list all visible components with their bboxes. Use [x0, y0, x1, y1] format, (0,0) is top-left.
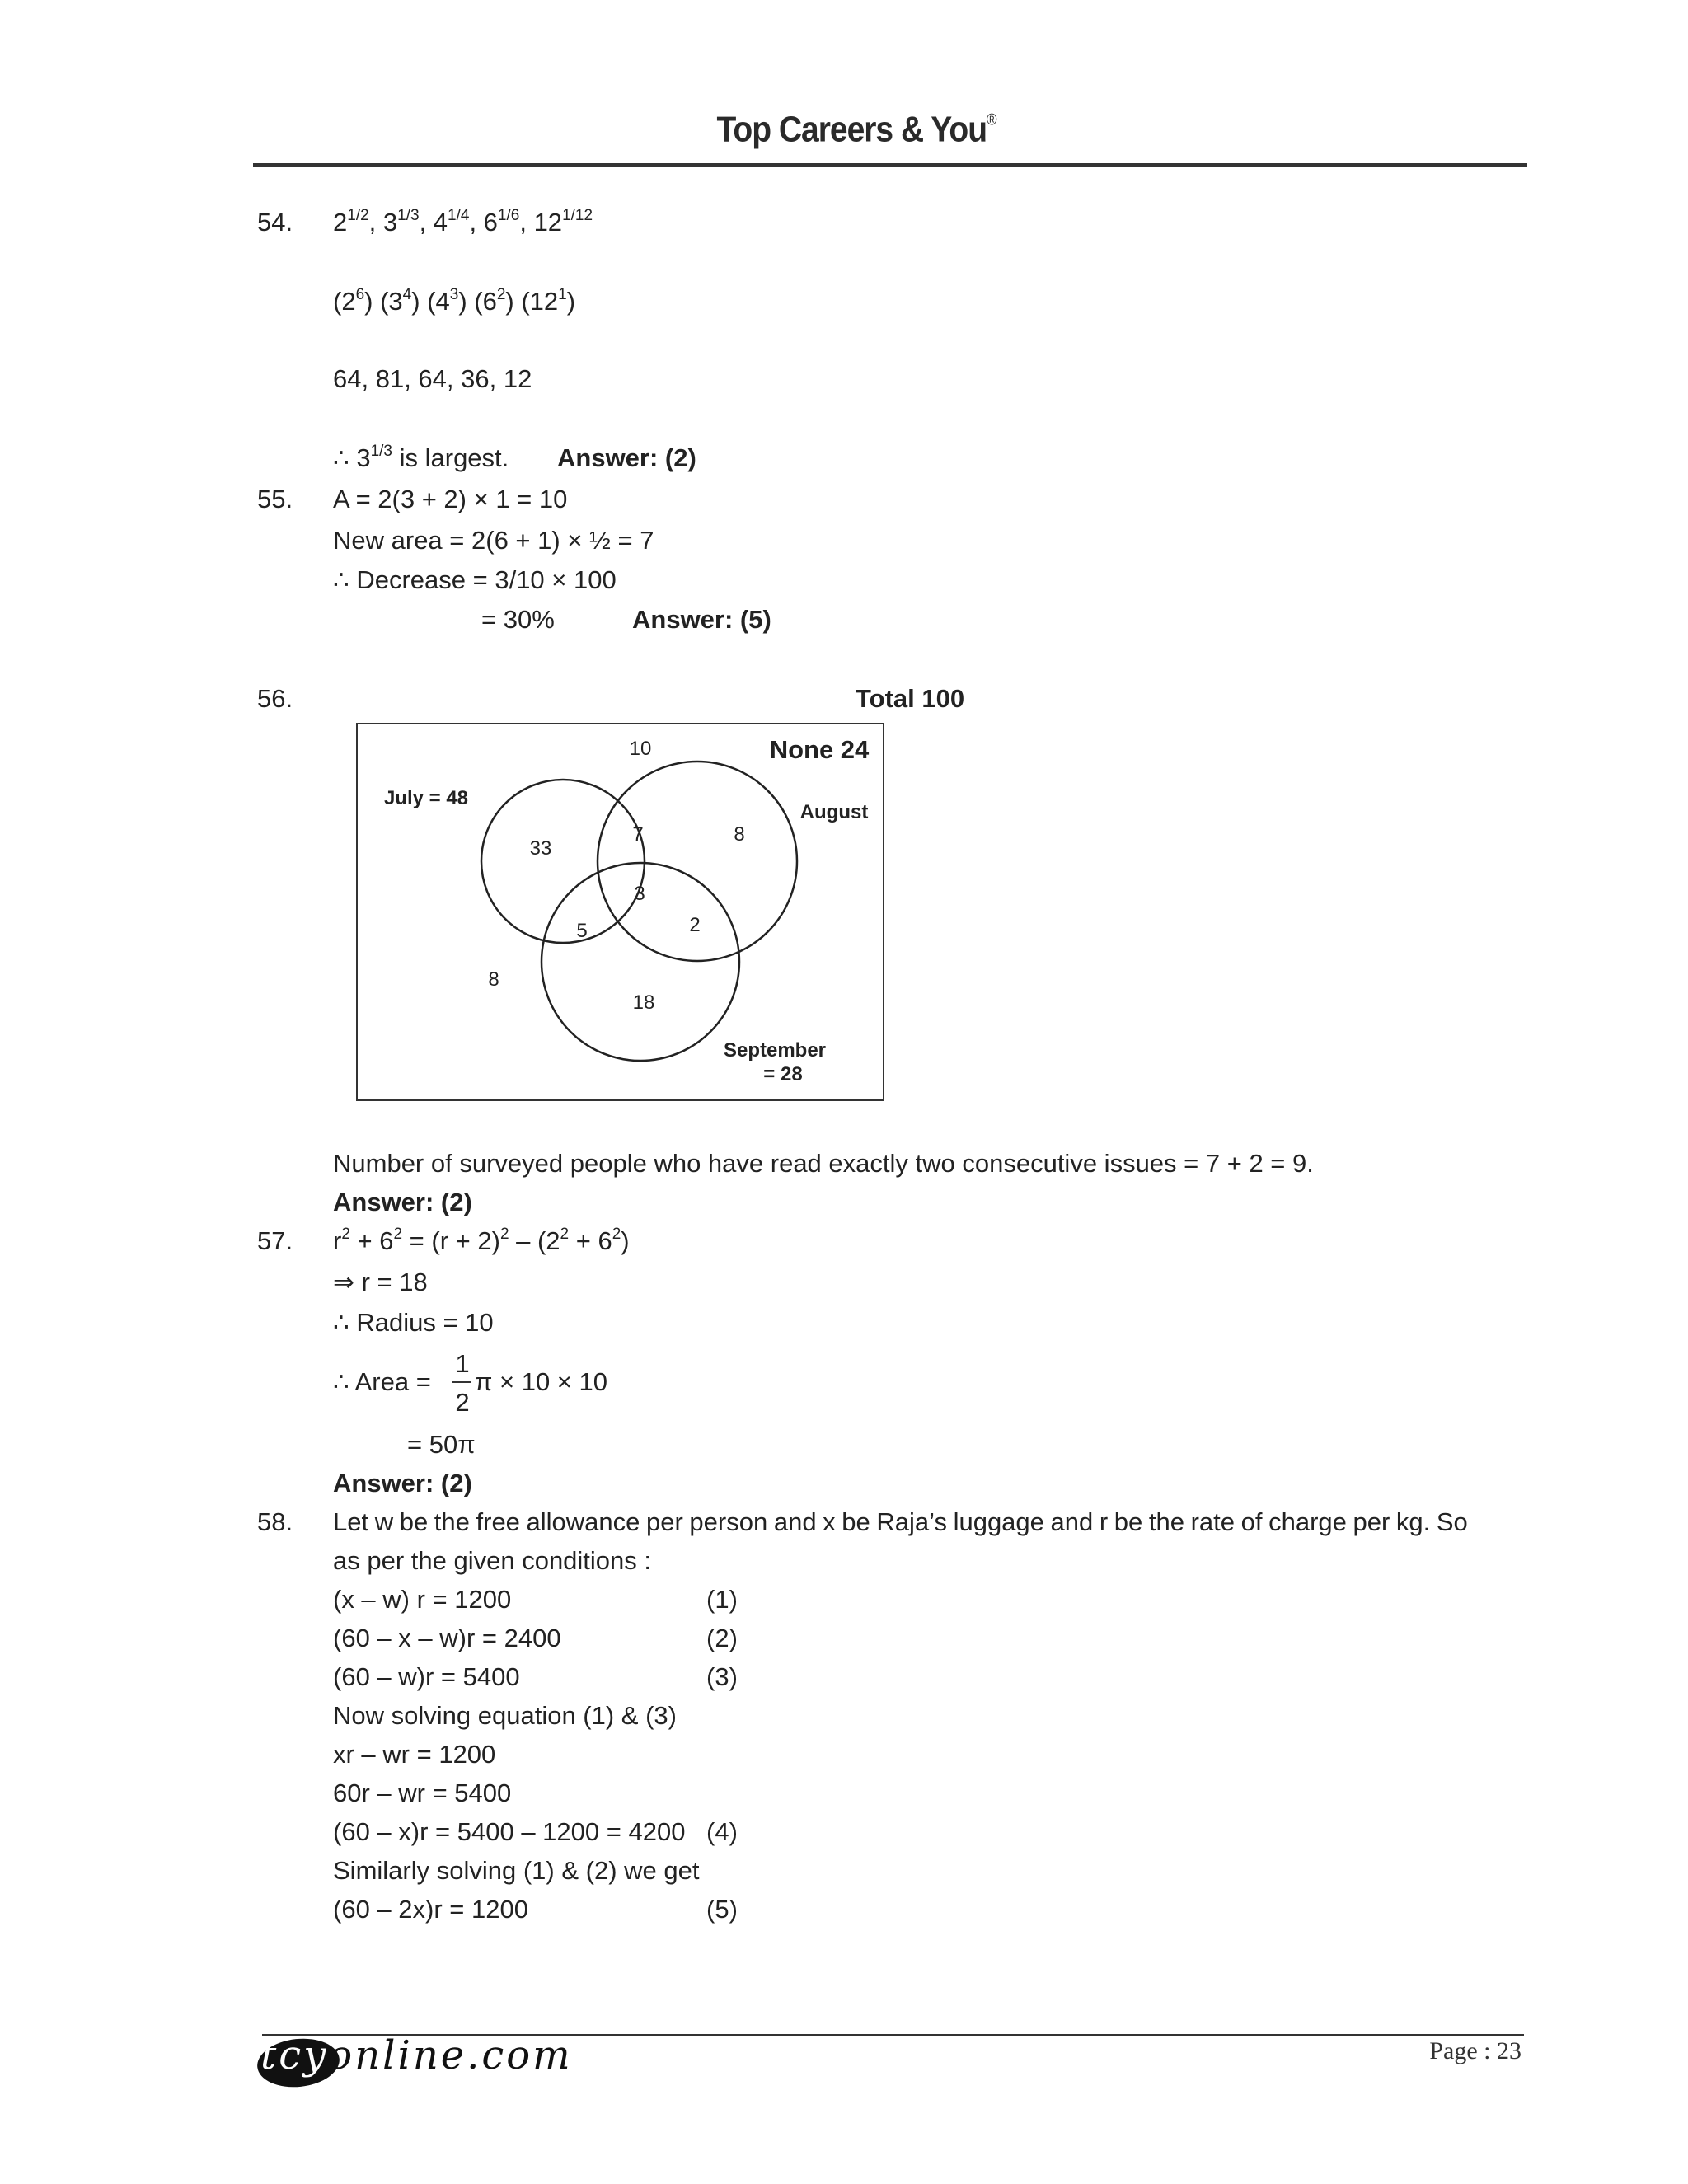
q58-step4: (60 – 2x)r = 1200 — [333, 1895, 528, 1924]
q54-line3: 64, 81, 64, 36, 12 — [333, 364, 532, 393]
q54-line4: ∴ $3^{1/3}$ is largest. — [333, 443, 509, 472]
venn-none-label: None 24 — [769, 735, 870, 764]
q57-area-label: ∴ Area = — [333, 1367, 431, 1396]
q55-answer: Answer: (5) — [632, 605, 771, 634]
q55-number: 55. — [257, 485, 293, 513]
q54-answer: Answer: (2) — [557, 443, 696, 472]
q56-number: 56. — [257, 684, 293, 713]
venn-july-september-value: 5 — [576, 920, 588, 942]
q55-line2: New area = 2(6 + 1) × ½ = 7 — [333, 526, 654, 555]
venn-august-september-value: 2 — [689, 914, 701, 936]
q57-number: 57. — [257, 1226, 293, 1255]
q58-solve1: Now solving equation (1) & (3) — [333, 1701, 677, 1730]
q58-step4-tag: (5) — [706, 1895, 738, 1924]
q58-eq3-tag: (3) — [706, 1662, 738, 1691]
venn-only-july-value: 33 — [529, 837, 552, 860]
q56-answer: Answer: (2) — [333, 1188, 472, 1216]
q55-line4: = 30% — [481, 605, 555, 634]
q57-line5: = 50π — [407, 1430, 476, 1459]
venn-september-count: = 28 — [763, 1063, 803, 1085]
q58-eq1-tag: (1) — [706, 1585, 738, 1614]
q58-step3-tag: (4) — [706, 1817, 738, 1846]
q57-fraction-denominator: 2 — [455, 1388, 470, 1417]
venn-september-label: September — [723, 1039, 827, 1062]
q58-intro-line2: as per the given conditions : — [333, 1546, 652, 1575]
page-header-title: Top Careers & You® — [716, 110, 996, 150]
venn-outside-left-value: 8 — [488, 968, 499, 991]
q55-line3: ∴ Decrease = 3/10 × 100 — [333, 565, 617, 594]
q56-total: Total 100 — [856, 684, 965, 713]
q57-fraction-numerator: 1 — [455, 1349, 470, 1378]
q58-step1: xr – wr = 1200 — [333, 1740, 496, 1769]
q57-line1: $r^2 + 6^2 = (r + 2)^2 - (2^2 + 6^2)$ — [333, 1226, 630, 1255]
q58-number: 58. — [257, 1507, 293, 1536]
venn-all-three-value: 3 — [634, 883, 645, 905]
q58-eq1: (x – w) r = 1200 — [333, 1585, 512, 1614]
q57-line2: ⇒ r = 18 — [333, 1268, 428, 1296]
q58-intro-line1: Let w be the free allowance per person and x be Raja’s luggage and r be the rate of charge per kg. So — [333, 1507, 1468, 1536]
q54-line1: $2^{1/2}$, $3^{1/3}$, $4^{1/4}$, $6^{1/6}$, $12^{1/12}$ — [333, 207, 593, 237]
q54-line2: $(2^6)$ $(3^4)$ $(4^3)$ $(6^2)$ $(12^1)$ — [333, 286, 576, 316]
page-number: Page : 23 — [1429, 2037, 1522, 2064]
q58-step2: 60r – wr = 5400 — [333, 1779, 512, 1807]
q57-fraction-bar — [452, 1381, 471, 1383]
venn-july-august-value: 7 — [632, 823, 644, 846]
venn-july-label: July = 48 — [383, 787, 469, 809]
q57-area-rest: π × 10 × 10 — [475, 1367, 608, 1396]
header-rule — [253, 163, 1527, 167]
q58-step3: (60 – x)r = 5400 – 1200 = 4200 — [333, 1817, 686, 1846]
q57-answer: Answer: (2) — [333, 1469, 472, 1497]
q55-line1: A = 2(3 + 2) × 1 = 10 — [333, 485, 568, 513]
q58-eq3: (60 – w)r = 5400 — [333, 1662, 520, 1691]
venn-only-august-value: 8 — [734, 823, 745, 846]
logo-text: tcyonline.com — [260, 2032, 573, 2079]
q58-solve2: Similarly solving (1) & (2) we get — [333, 1856, 700, 1885]
q58-eq2: (60 – x – w)r = 2400 — [333, 1624, 561, 1652]
venn-august-label: August — [799, 801, 869, 823]
venn-outside-top-value: 10 — [629, 738, 652, 760]
venn-only-september-value: 18 — [632, 991, 655, 1014]
q56-explanation: Number of surveyed people who have read exactly two consecutive issues = 7 + 2 = 9. — [333, 1149, 1314, 1178]
q57-line3: ∴ Radius = 10 — [333, 1308, 494, 1337]
q54-number: 54. — [257, 208, 293, 237]
q58-eq2-tag: (2) — [706, 1624, 738, 1652]
